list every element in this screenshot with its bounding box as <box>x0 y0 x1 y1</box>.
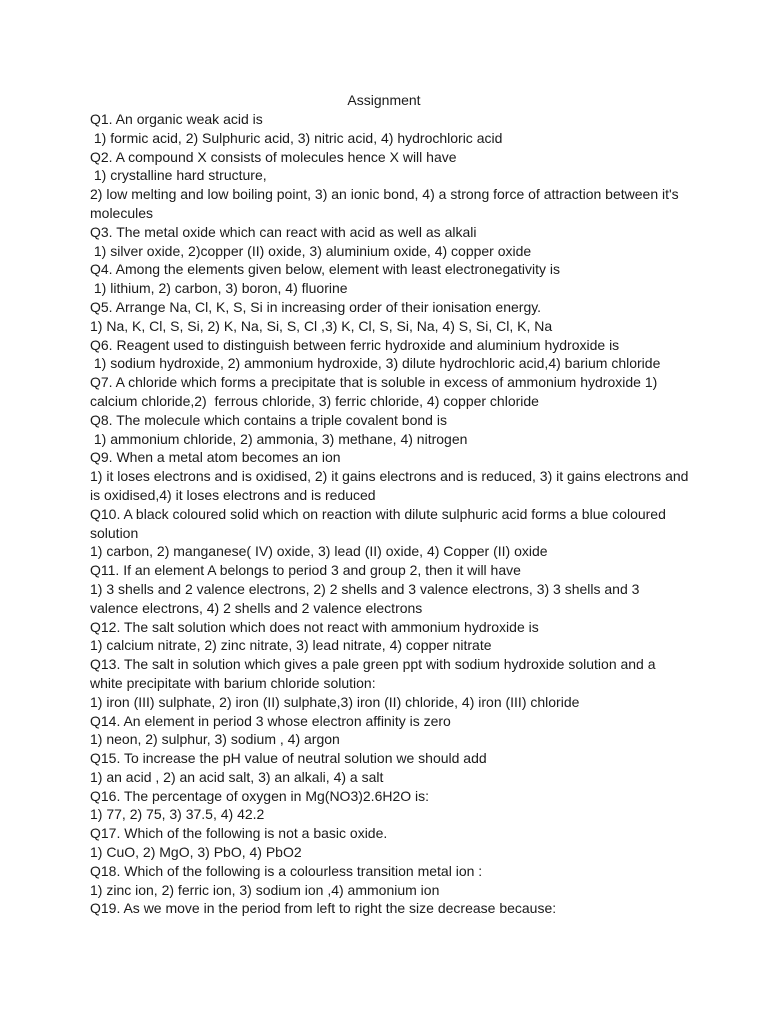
text-line: 1) calcium nitrate, 2) zinc nitrate, 3) lead nitrate, 4) copper nitrate <box>90 637 492 654</box>
text-line: Q17. Which of the following is not a basic oxide. <box>90 825 388 842</box>
text-line: 1) 3 shells and 2 valence electrons, 2) 2 shells and 3 valence electrons, 3) 3 shells and 3 valence electrons, 4) 2 shells and 2 valence electrons <box>90 580 644 616</box>
text-line: 1) silver oxide, 2)copper (II) oxide, 3) aluminium oxide, 4) copper oxide <box>90 242 532 259</box>
text-line: Q19. As we move in the period from left to right the size decrease because: <box>90 900 557 917</box>
document-body <box>90 110 693 918</box>
text-line: 1) crystalline hard structure, <box>90 167 267 184</box>
text-line: 1) iron (III) sulphate, 2) iron (II) sulphate,3) iron (II) chloride, 4) iron (III) chloride <box>90 693 580 710</box>
text-line: Q11. If an element A belongs to period 3 and group 2, then it will have <box>90 562 521 579</box>
text-line: Q6. Reagent used to distinguish between ferric hydroxide and aluminium hydroxide is <box>90 336 620 353</box>
text-line: Q7. A chloride which forms a precipitate that is soluble in excess of ammonium hydroxide 1) calcium chloride,2) ferrous chloride, 3) ferric chloride, 4) copper chloride <box>90 374 662 409</box>
text-line: Q12. The salt solution which does not react with ammonium hydroxide is <box>90 618 539 635</box>
text-line: Q2. A compound X consists of molecules hence X will have <box>90 148 457 165</box>
text-line: Q5. Arrange Na, Cl, K, S, Si in increasing order of their ionisation energy. <box>90 298 542 315</box>
text-line: 1) carbon, 2) manganese( IV) oxide, 3) lead (II) oxide, 4) Copper (II) oxide <box>90 543 548 560</box>
text-line: Q15. To increase the pH value of neutral solution we should add <box>90 750 487 767</box>
text-line: Q13. The salt in solution which gives a pale green ppt with sodium hydroxide solution and a white precipitate with barium chloride solution: <box>90 656 660 691</box>
text-line: Q4. Among the elements given below, element with least electronegativity is <box>90 261 561 278</box>
text-line: Q10. A black coloured solid which on reaction with dilute sulphuric acid forms a blue coloured solution <box>90 505 670 541</box>
text-line: 2) low melting and low boiling point, 3) an ionic bond, 4) a strong force of attraction between it's molecules <box>90 186 683 221</box>
text-line: 1) an acid , 2) an acid salt, 3) an alkali, 4) a salt <box>90 768 384 785</box>
text-line: 1) Na, K, Cl, S, Si, 2) K, Na, Si, S, Cl ,3) K, Cl, S, Si, Na, 4) S, Si, Cl, K, Na <box>90 317 553 334</box>
text-line: 1) neon, 2) sulphur, 3) sodium , 4) argon <box>90 731 340 748</box>
text-line: 1) formic acid, 2) Sulphuric acid, 3) nitric acid, 4) hydrochloric acid <box>90 129 503 146</box>
text-line: Q8. The molecule which contains a triple covalent bond is <box>90 411 447 428</box>
text-line: Q14. An element in period 3 whose electron affinity is zero <box>90 712 451 729</box>
text-line: 1) zinc ion, 2) ferric ion, 3) sodium ion ,4) ammonium ion <box>90 881 440 898</box>
text-line: 1) it loses electrons and is oxidised, 2) it gains electrons and is reduced, 3) it gains electrons and is oxidised,4) it loses electrons and is reduced <box>90 468 693 503</box>
text-line: Q9. When a metal atom becomes an ion <box>90 449 341 466</box>
text-line: Q3. The metal oxide which can react with acid as well as alkali <box>90 223 477 240</box>
text-line: 1) 77, 2) 75, 3) 37.5, 4) 42.2 <box>90 806 265 823</box>
text-line: Q1. An organic weak acid is <box>90 111 263 127</box>
text-line: Q18. Which of the following is a colourless transition metal ion : <box>90 862 483 879</box>
text-line: 1) ammonium chloride, 2) ammonia, 3) methane, 4) nitrogen <box>90 430 468 447</box>
text-line: 1) sodium hydroxide, 2) ammonium hydroxide, 3) dilute hydrochloric acid,4) barium chloride <box>90 355 661 372</box>
document-title: Assignment <box>347 92 421 108</box>
text-line: 1) lithium, 2) carbon, 3) boron, 4) fluorine <box>90 280 348 297</box>
text-line: 1) CuO, 2) MgO, 3) PbO, 4) PbO2 <box>90 844 302 861</box>
text-line: Q16. The percentage of oxygen in Mg(NO3)2.6H2O is: <box>90 787 430 804</box>
